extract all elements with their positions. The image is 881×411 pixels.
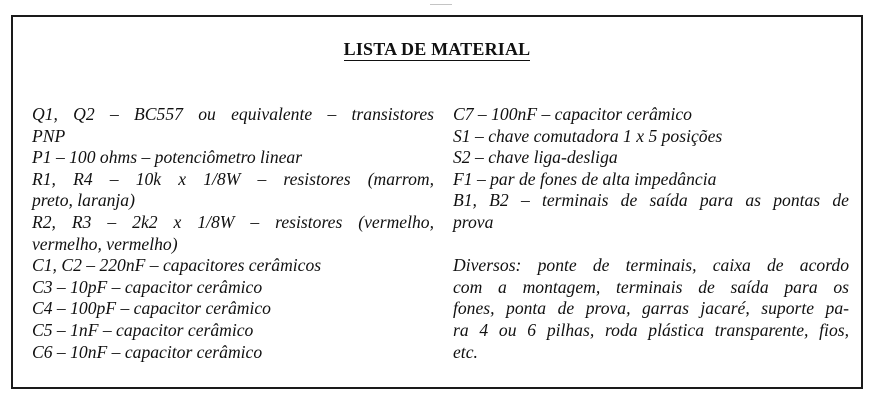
material-line: Q1, Q2 – BC557 ou equivalente – transistores	[32, 104, 434, 124]
material-line: C1, C2 – 220nF – capacitores cerâmicos	[32, 255, 322, 276]
material-list-box	[11, 15, 863, 389]
material-line: C7 – 100nF – capacitor cerâmico	[453, 104, 692, 124]
material-line: PNP	[32, 125, 66, 146]
material-line: preto, laranja)	[32, 190, 135, 211]
material-line: C5 – 1nF – capacitor cerâmico	[32, 319, 254, 340]
material-line: F1 – par de fones de alta impedância	[453, 168, 717, 189]
right-column-items	[453, 104, 849, 234]
material-line: ra 4 ou 6 pilhas, roda plástica transparente, fios,	[453, 319, 849, 340]
material-line: vermelho, vermelho)	[32, 233, 178, 254]
material-line: S1 – chave comutadora 1 x 5 posições	[453, 125, 723, 146]
material-line: fones, ponta de prova, garras jacaré, suporte pa-	[453, 298, 849, 319]
material-line: C6 – 10nF – capacitor cerâmico	[32, 341, 263, 362]
paragraph-gap	[453, 234, 849, 256]
material-line: com a montagem, terminais de saída para os	[453, 276, 849, 297]
left-column	[32, 104, 434, 363]
scan-artifact-mark	[430, 0, 452, 5]
material-line: C3 – 10pF – capacitor cerâmico	[32, 276, 263, 297]
material-line: S2 – chave liga-desliga	[453, 147, 618, 168]
material-line: B1, B2 – terminais de saída para as pontas de	[453, 190, 849, 211]
material-line: R1, R4 – 10k x 1/8W – resistores (marrom,	[32, 168, 434, 189]
material-line: R2, R3 – 2k2 x 1/8W – resistores (vermelho,	[32, 211, 434, 232]
material-line: Diversos: ponte de terminais, caixa de acordo	[453, 255, 849, 276]
material-line: C4 – 100pF – capacitor cerâmico	[32, 298, 271, 319]
material-line: etc.	[453, 341, 478, 362]
page-title	[13, 39, 861, 60]
material-line: P1 – 100 ohms – potenciômetro linear	[32, 147, 303, 168]
title-text: LISTA DE MATERIAL	[343, 39, 531, 59]
right-column	[453, 104, 849, 363]
right-column-misc	[453, 255, 849, 363]
material-line: prova	[453, 211, 494, 232]
